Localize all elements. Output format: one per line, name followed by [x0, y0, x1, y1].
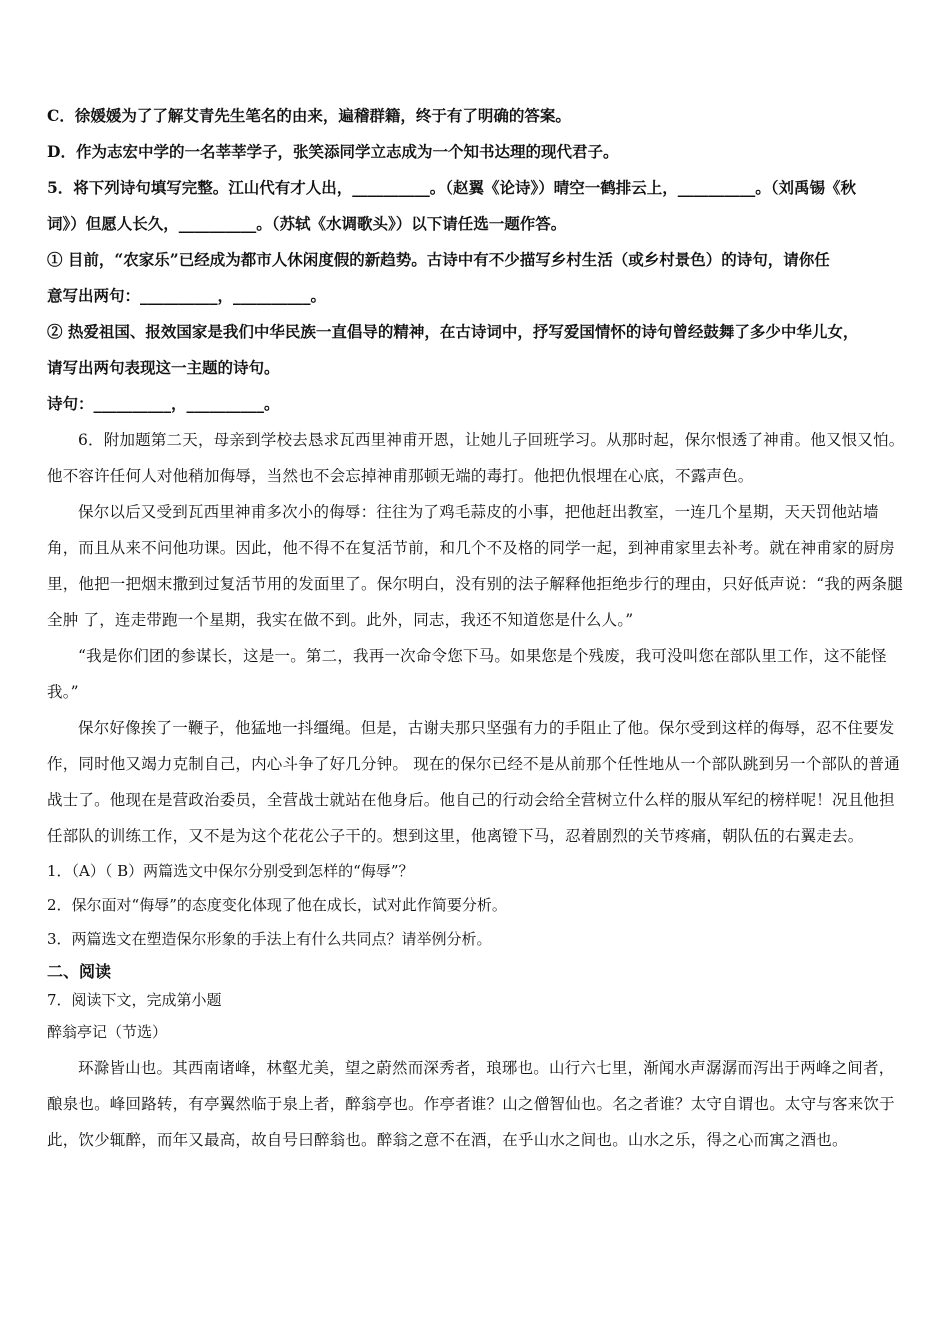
question-5-line-1: 5．将下列诗句填写完整。江山代有才人出，__________。（赵翼《论诗》）晴空一鹤排云上，__________。（刘禹锡《秋	[47, 178, 857, 197]
question-5-line-2: 词》）但愿人长久，__________。（苏轼《水调歌头》）以下请任选一题作答。	[47, 214, 567, 233]
option-d: D．作为志宏中学的一名莘莘学子，张笑添同学立志成为一个知书达理的现代君子。	[47, 142, 619, 161]
question-6-paragraph-4: 保尔好像挨了一鞭子，他猛地一抖缰绳。但是，古谢夫那只坚强有力的手阻止了他。保尔受到这样的侮辱，忍不住要发作，同时他又竭力克制自己，内心斗争了好几分钟。 现在的保尔已经不是从前那个任性地从一个部队跳到另一个部队的普通战士了。他现在是营政治委员，全营战士就站在他身后。他自己的行动会给全营树立什么样的服从军纪的榜样呢！况且他担任部队的训练工作，又不是为这个花花公子干的。想到这里，他离镫下马，忍着剧烈的关节疼痛，朝队伍的右翼走去。	[47, 719, 900, 845]
passage-title: 醉翁亭记（节选）	[47, 1023, 168, 1041]
question-6-sub-3: 3．两篇选文在塑造保尔形象的手法上有什么共同点？请举例分析。	[47, 930, 492, 948]
question-5-answer: 诗句：__________，__________。	[47, 394, 280, 413]
passage-text: 环滁皆山也。其西南诸峰，林壑尤美，望之蔚然而深秀者，琅琊也。山行六七里，渐闻水声潺潺而泻出于两峰之间者，酿泉也。峰回路转，有亭翼然临于泉上者，醉翁亭也。作亭者谁？山之僧智仙也。名之者谁？太守自谓也。太守与客来饮于此，饮少辄醉，而年又最高，故自号曰醉翁也。醉翁之意不在酒，在乎山水之间也。山水之乐，得之心而寓之酒也。	[47, 1059, 895, 1149]
question-6-sub-1: 1．（A）（ B）两篇选文中保尔分别受到怎样的“侮辱”？	[47, 862, 414, 880]
question-6-paragraph-2: 保尔以后又受到瓦西里神甫多次小的侮辱：往往为了鸡毛蒜皮的小事，把他赶出教室，一连几个星期，天天罚他站墙角，而且从来不问他功课。因此，他不得不在复活节前，和几个不及格的同学一起，到神甫家里去补考。就在神甫家的厨房里，他把一把烟末撒到过复活节用的发面里了。保尔明白，没有别的法子解释他拒绝步行的理由，只好低声说：“我的两条腿全肿 了，连走带跑一个星期，我实在做不到。此外，同志，我还不知道您是什么人。”	[47, 503, 903, 629]
question-7-intro: 7．阅读下文，完成第小题	[47, 991, 222, 1009]
question-6-paragraph-3: “我是你们团的参谋长，这是一。第二，我再一次命令您下马。如果您是个残废，我可没叫您在部队里工作，这不能怪我。”	[47, 647, 887, 701]
question-5-option-2-line-2: 请写出两句表现这一主题的诗句。	[47, 358, 280, 377]
document-page	[47, 98, 907, 1158]
question-5-option-2-line-1: ② 热爱祖国、报效国家是我们中华民族一直倡导的精神，在古诗词中，抒写爱国情怀的诗句曾经鼓舞了多少中华儿女，	[47, 322, 859, 341]
question-6-paragraph-1: 6．附加题第二天，母亲到学校去恳求瓦西里神甫开恩，让她儿子回班学习。从那时起，保尔恨透了神甫。他又恨又怕。他不容许任何人对他稍加侮辱，当然也不会忘掉神甫那顿无端的毒打。他把仇恨埋在心底，不露声色。	[47, 431, 905, 485]
question-6-sub-2: 2．保尔面对“侮辱”的态度变化体现了他在成长，试对此作简要分析。	[47, 896, 507, 914]
option-c: C．徐媛媛为了了解艾青先生笔名的由来，遍稽群籍，终于有了明确的答案。	[47, 106, 571, 125]
section-heading: 二、阅读	[47, 962, 112, 981]
question-5-option-1-line-2: 意写出两句：__________，__________。	[47, 286, 327, 305]
question-5-option-1-line-1: ① 目前，“农家乐”已经成为都市人休闲度假的新趋势。古诗中有不少描写乡村生活（或乡村景色）的诗句，请你任	[47, 250, 830, 269]
